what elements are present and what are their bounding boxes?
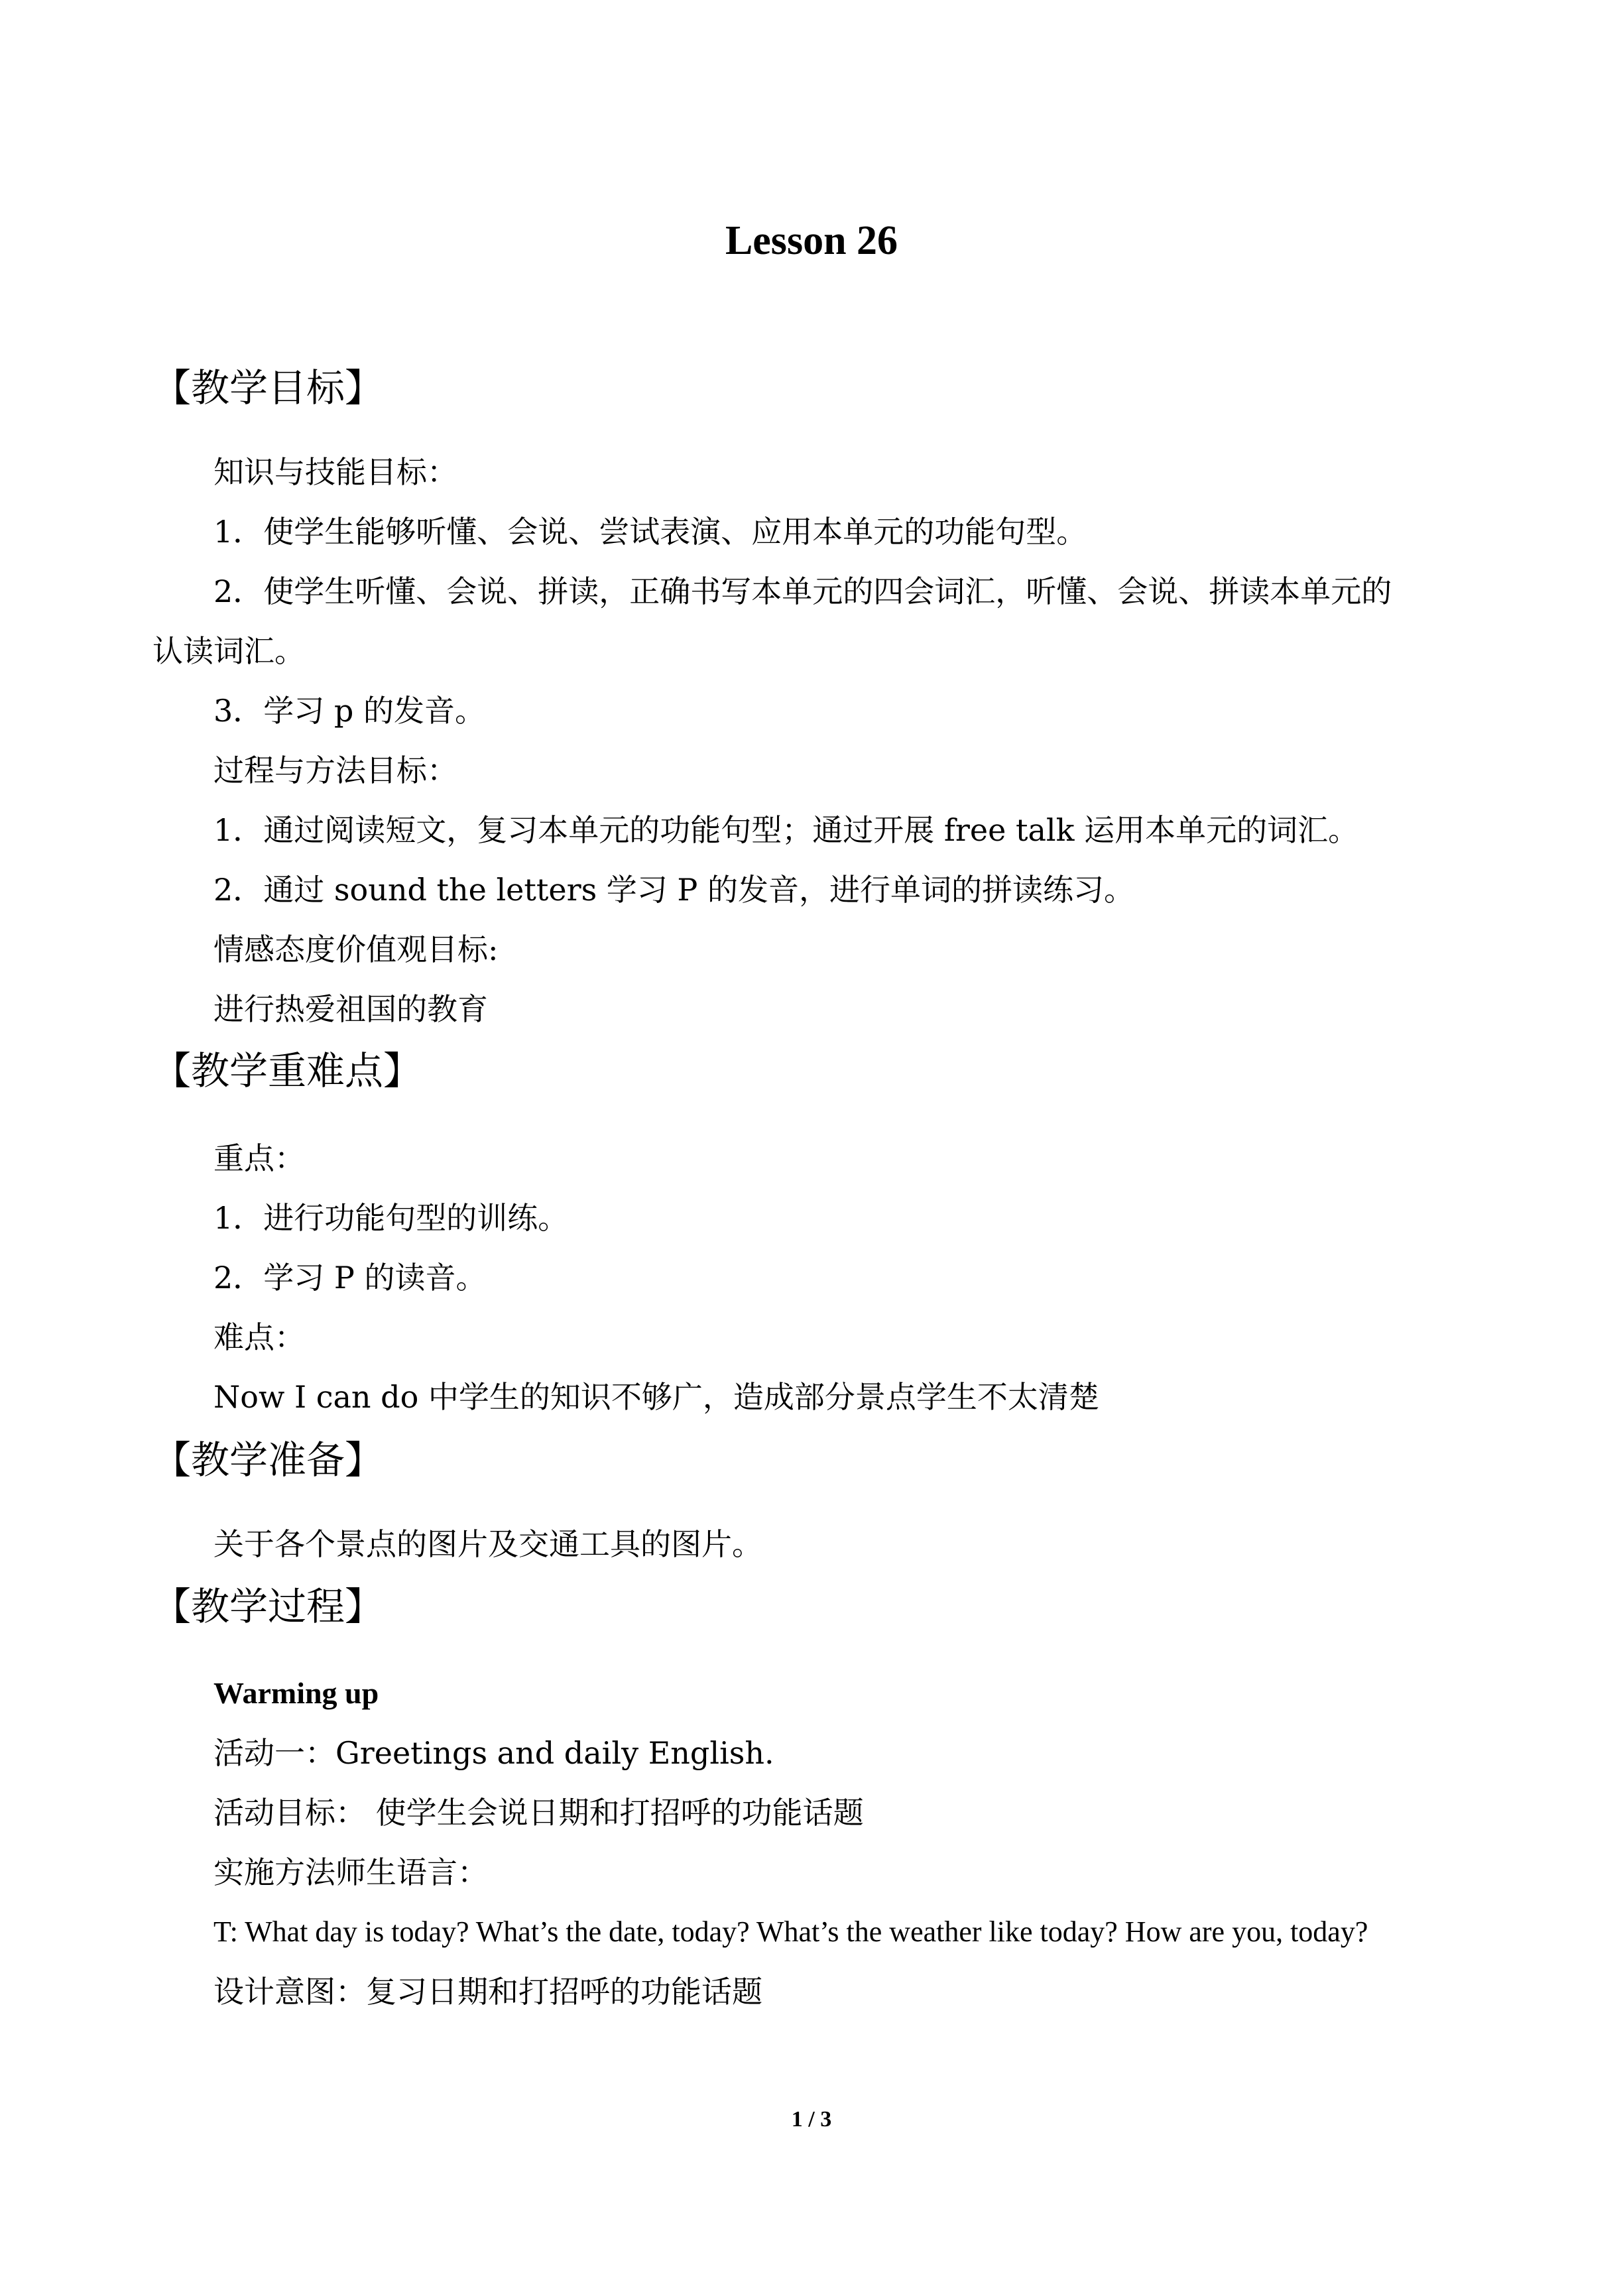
activity-goal: 活动目标： 使学生会说日期和打招呼的功能话题: [213, 1795, 864, 1831]
preparation-text: 关于各个景点的图片及交通工具的图片。: [213, 1526, 762, 1562]
teacher-dialogue: T: What day is today? What’s the date, today? What’s the weather like today? How are you, today?: [213, 1915, 1368, 1948]
warming-up-heading: Warming up: [213, 1676, 379, 1710]
knowledge-item-2: 2．使学生听懂、会说、拼读，正确书写本单元的四会词汇，听懂、会说、拼读本单元的: [213, 574, 1392, 609]
knowledge-item-3: 3．学习 p 的发音。: [213, 693, 485, 729]
page-number: 1 / 3: [791, 2107, 832, 2132]
activity-one: 活动一：Greetings and daily English.: [213, 1735, 774, 1771]
design-intent: 设计意图：复习日期和打招呼的功能话题: [213, 1974, 762, 2010]
emotion-label: 情感态度价值观目标:: [213, 932, 499, 967]
difficult-label: 难点：: [213, 1319, 305, 1355]
section-heading-key-points: 【教学重难点】: [152, 1048, 422, 1093]
section-heading-objectives: 【教学目标】: [152, 365, 384, 410]
process-item-1: 1．通过阅读短文，复习本单元的功能句型；通过开展 free talk 运用本单元的词汇。: [213, 812, 1359, 848]
process-item-2: 2．通过 sound the letters 学习 P 的发音，进行单词的拼读练习。: [213, 872, 1135, 908]
knowledge-item-2-continued: 认读词汇。: [152, 633, 305, 669]
process-label: 过程与方法目标：: [213, 753, 457, 788]
key-item-2: 2．学习 P 的读音。: [213, 1260, 487, 1296]
section-heading-preparation: 【教学准备】: [152, 1437, 384, 1482]
key-label: 重点：: [213, 1140, 305, 1176]
difficult-text: Now I can do 中学生的知识不够广，造成部分景点学生不太清楚: [213, 1379, 1099, 1415]
knowledge-label: 知识与技能目标：: [213, 454, 457, 490]
emotion-text: 进行热爱祖国的教育: [213, 991, 488, 1027]
activity-method: 实施方法师生语言：: [213, 1854, 488, 1890]
page-title: Lesson 26: [725, 218, 898, 263]
key-item-1: 1．进行功能句型的训练。: [213, 1200, 569, 1236]
section-heading-process: 【教学过程】: [152, 1584, 384, 1629]
knowledge-item-1: 1．使学生能够听懂、会说、尝试表演、应用本单元的功能句型。: [213, 514, 1087, 550]
